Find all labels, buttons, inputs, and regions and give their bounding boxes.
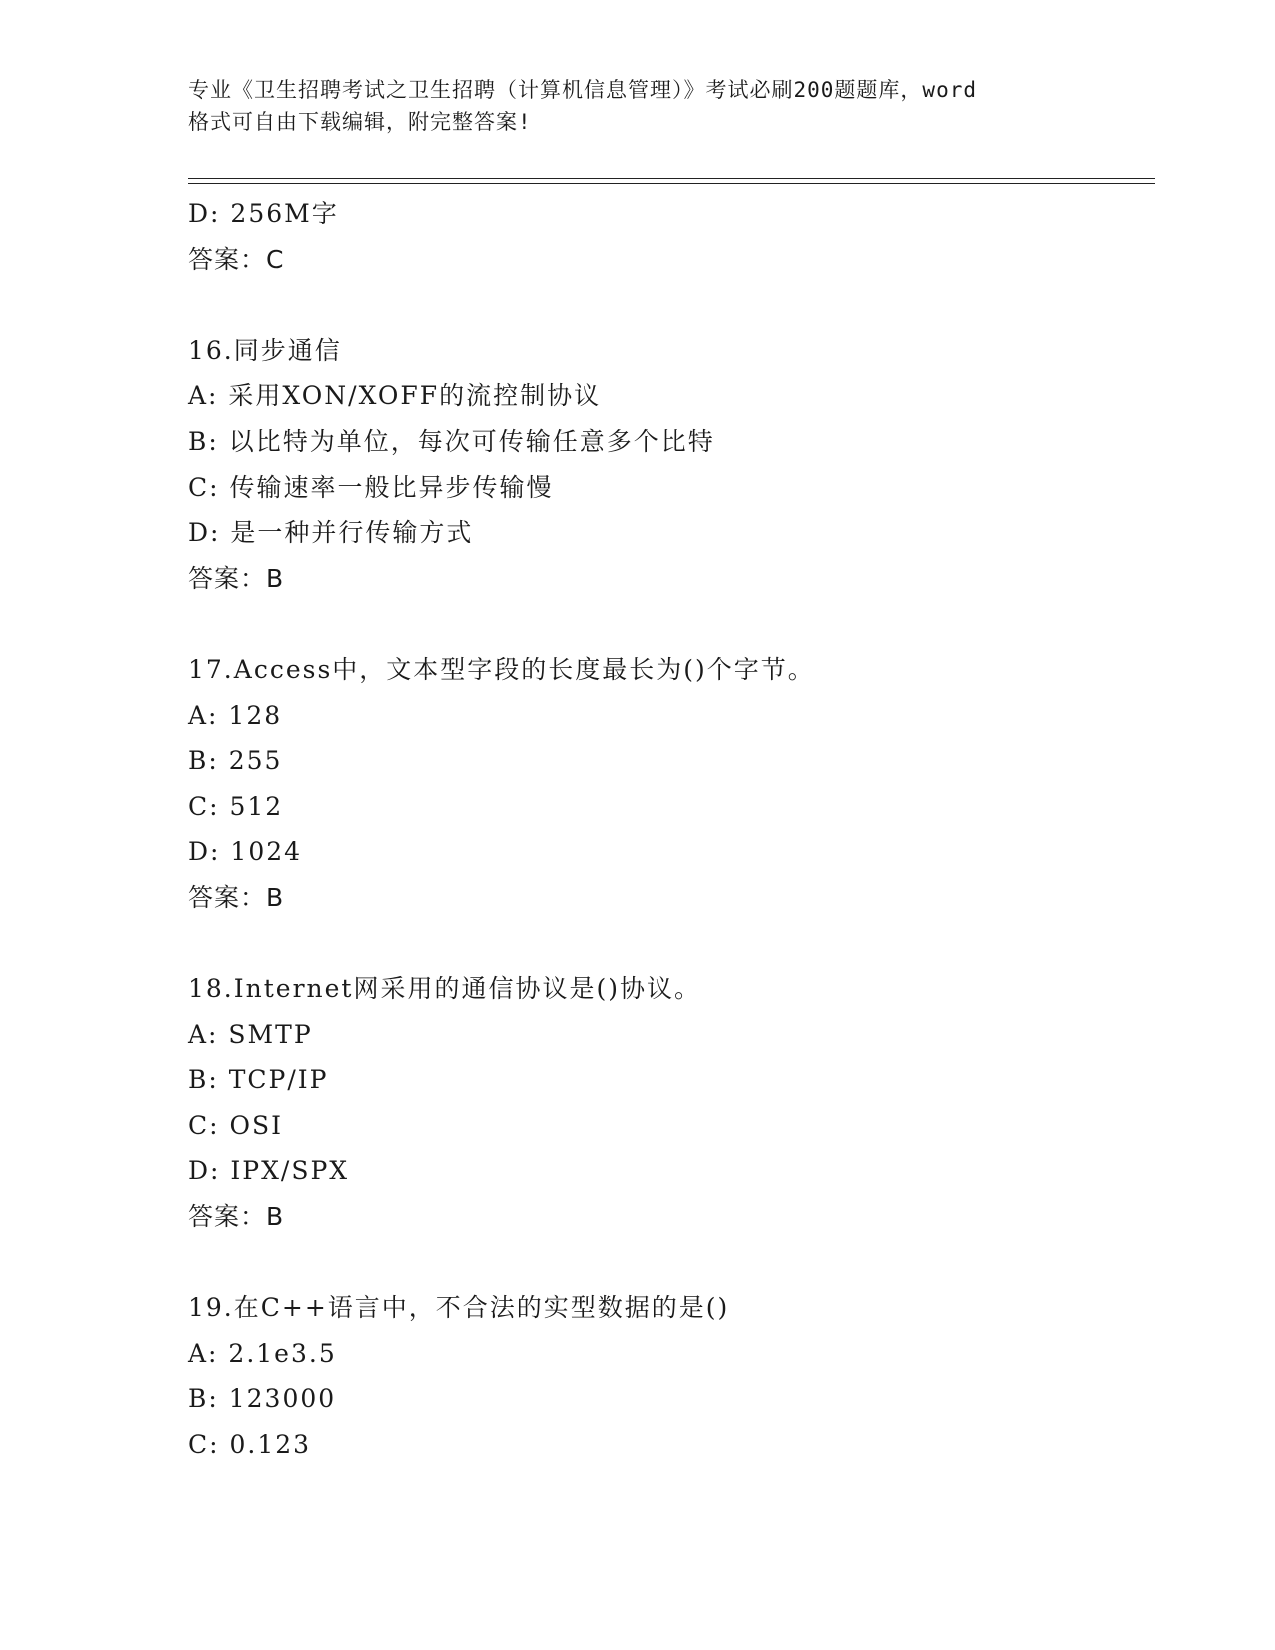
option-a: A: SMTP — [188, 1019, 313, 1049]
option-d: D: 是一种并行传输方式 — [188, 518, 474, 548]
document-header — [188, 74, 1088, 138]
option-c: C: 512 — [188, 791, 284, 821]
question-17 — [188, 647, 1148, 921]
spacer — [188, 1240, 1148, 1286]
option-b: B: 以比特为单位，每次可传输任意多个比特 — [188, 426, 715, 456]
answer-line: 答案：C — [188, 244, 285, 274]
question-title: 19.在C++语言中，不合法的实型数据的是() — [188, 1293, 730, 1323]
option-a: A: 采用XON/XOFF的流控制协议 — [188, 381, 602, 411]
option-a: A: 2.1e3.5 — [188, 1338, 337, 1368]
option-c: C: 0.123 — [188, 1430, 312, 1460]
question-title: 16.同步通信 — [188, 335, 342, 365]
question-title: 18.Internet网采用的通信协议是()协议。 — [188, 974, 701, 1004]
question-title: 17.Access中，文本型字段的长度最长为()个字节。 — [188, 654, 815, 684]
answer-line: 答案：B — [188, 563, 285, 593]
option-b: B: 123000 — [188, 1384, 337, 1414]
question-18 — [188, 966, 1148, 1240]
spacer — [188, 601, 1148, 647]
spacer — [188, 921, 1148, 967]
option-c: C: OSI — [188, 1110, 283, 1140]
header-divider-bottom — [188, 183, 1155, 184]
option-d: D: IPX/SPX — [188, 1156, 350, 1186]
option-d: D: 1024 — [188, 837, 303, 867]
answer-line: 答案：B — [188, 882, 285, 912]
option-d: D: 256M字 — [188, 199, 339, 228]
option-b: B: 255 — [188, 746, 283, 776]
spacer — [188, 282, 1148, 328]
answer-line: 答案：B — [188, 1202, 285, 1232]
option-b: B: TCP/IP — [188, 1065, 329, 1095]
header-divider-top — [188, 178, 1155, 179]
question-16 — [188, 328, 1148, 602]
option-c: C: 传输速率一般比异步传输慢 — [188, 472, 554, 502]
question-19 — [188, 1285, 1148, 1467]
header-line-2: 格式可自由下载编辑，附完整答案! — [188, 110, 532, 134]
header-line-1: 专业《卫生招聘考试之卫生招聘（计算机信息管理）》考试必刷200题题库，word — [188, 78, 977, 102]
question-list — [188, 191, 1148, 1468]
option-a: A: 128 — [188, 700, 283, 730]
